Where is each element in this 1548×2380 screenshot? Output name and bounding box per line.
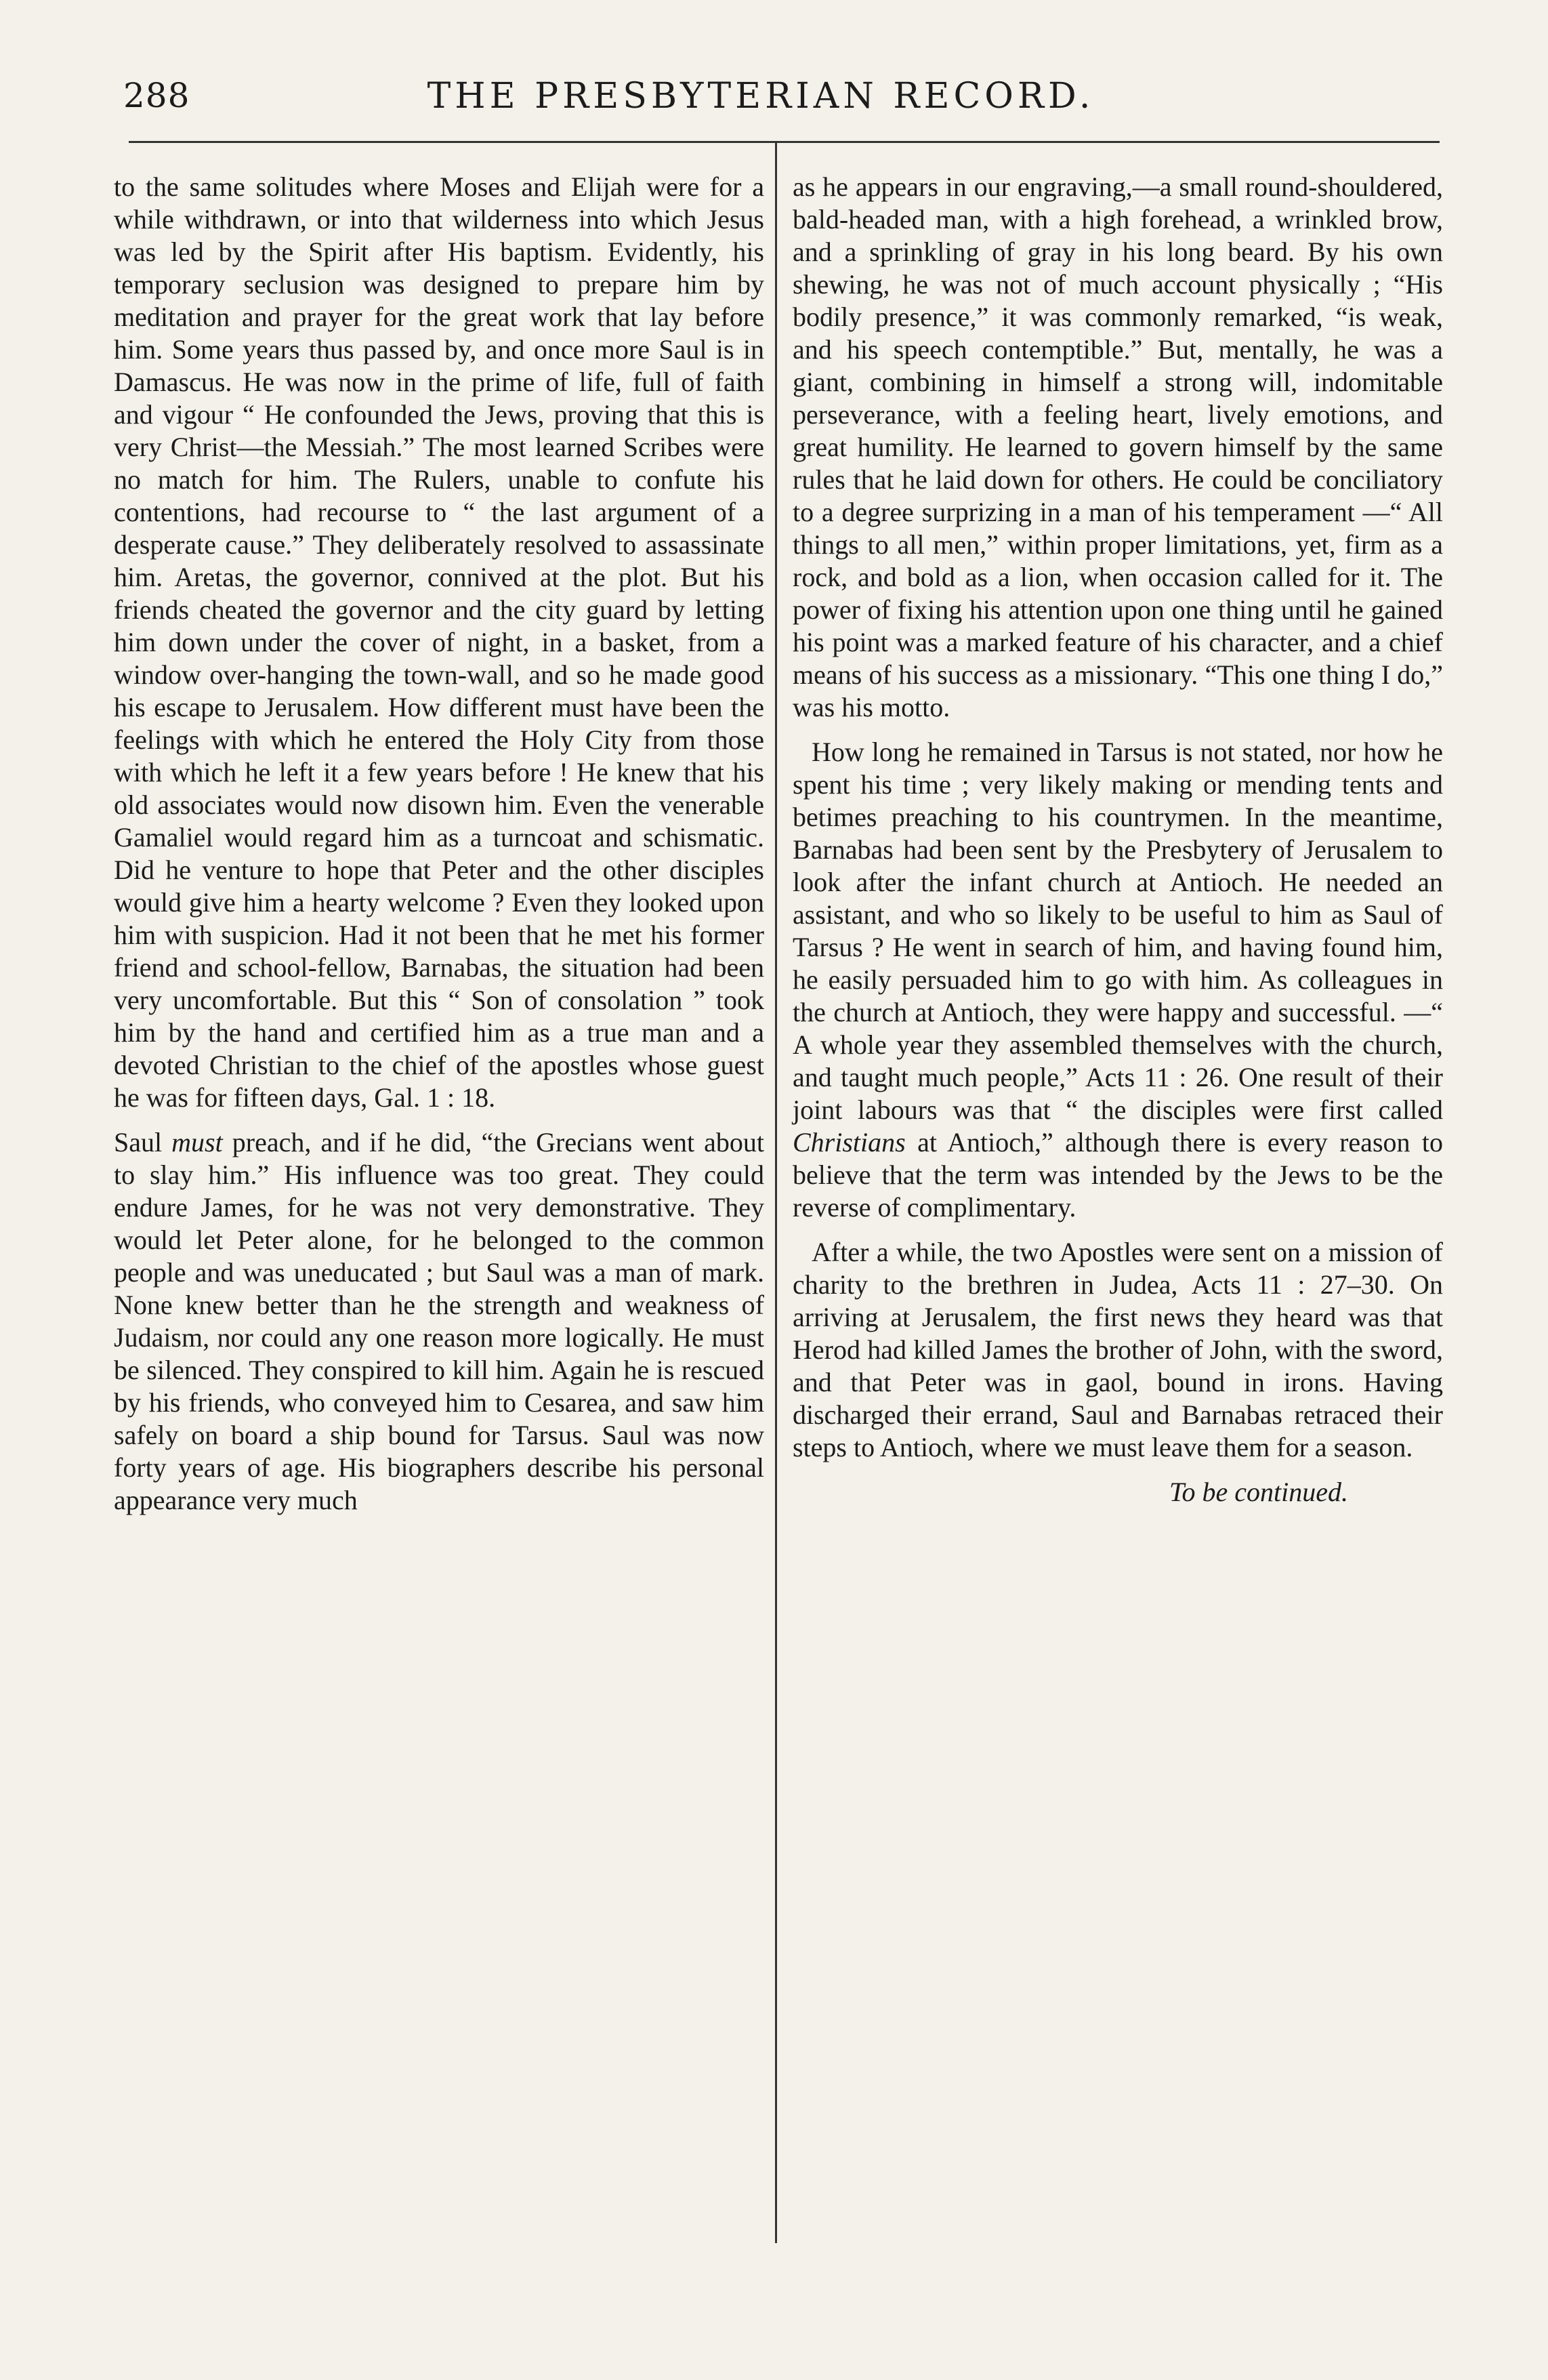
- left-paragraph-2: [114, 1126, 764, 1517]
- journal-title: THE PRESBYTERIAN RECORD.: [427, 76, 1095, 117]
- text-run: preach, and if he did, “the Grecians went about to slay him.” His influence was too great. They could endure James, for he was not very demonstrative. They would let Peter alone, for he belonged to the common people and was uneducated ; but Saul was a man of mark. None knew better than he the strength and weakness of Judaism, nor could any one reason more logically. He must be silenced. They conspired to kill him. Again he is rescued by his friends, who conveyed him to Cesarea, and saw him safely on board a ship bound for Tarsus. Saul was now forty years of age. His biographers describe his personal appearance very much: [114, 1127, 764, 1515]
- right-paragraph-1: as he appears in our engraving,—a small round-shouldered, bald-headed man, with a high forehead, a wrinkled brow, and a sprinkling of gray in his long beard. By his own shewing, he was not of much account physically ; “His bodily presence,” it was commonly remarked, “is weak, and his speech contemptible.” But, mentally, he was a giant, combining in himself a strong will, indomitable perseverance, with a feeling heart, lively emotions, and great humility. He learned to govern himself by the same rules that he laid down for others. He could be conciliatory to a degree surprizing in a man of his temperament —“ All things to all men,” within proper limitations, yet, firm as a rock, and bold as a lion, when occasion called for it. The power of fixing his attention upon one thing until he gained his point was a marked feature of his character, and a chief means of his success as a missionary. “This one thing I do,” was his motto.: [793, 171, 1443, 722]
- page-header: [80, 76, 1442, 130]
- right-column: [793, 171, 1443, 1521]
- text-run: Saul: [114, 1127, 172, 1157]
- emphasis-christians: Christians: [793, 1127, 906, 1157]
- text-run: at Antioch,” although there is every reason to believe that the term was intended by the Jews to be the reverse of complimentary.: [793, 1127, 1443, 1223]
- column-divider: [775, 142, 777, 2243]
- to-be-continued: To be continued.: [1169, 1477, 1348, 1507]
- text-run: How long he remained in Tarsus is not stated, nor how he spent his time ; very likely making or mending tents and betimes preaching to his countrymen. In the meantime, Barnabas had been sent by the Presbytery of Jerusalem to look after the infant church at Antioch. He needed an assistant, and who so likely to be useful to him as Saul of Tarsus ? He went in search of him, and having found him, he easily persuaded him to go with him. As colleagues in the church at Antioch, they were happy and successful. —“ A whole year they assembled themselves with the church, and taught much people,” Acts 11 : 26. One result of their joint labours was that “ the disciples were first called: [793, 737, 1443, 1125]
- left-paragraph-1: to the same solitudes where Moses and Elijah were for a while withdrawn, or into that wilderness into which Jesus was led by the Spirit after His baptism. Evidently, his temporary seclusion was designed to prepare him by meditation and prayer for the great work that lay before him. Some years thus passed by, and once more Saul is in Damascus. He was now in the prime of life, full of faith and vigour “ He confounded the Jews, proving that this is very Christ—the Messiah.” The most learned Scribes were no match for him. The Rulers, unable to confute his contentions, had recourse to “ the last argument of a desperate cause.” They deliberately resolved to assassinate him. Aretas, the governor, connived at the plot. But his friends cheated the governor and the city guard by letting him down under the cover of night, in a basket, from a window over-hanging the town-wall, and so he made good his escape to Jerusalem. How different must have been the feelings with which he entered the Holy City from those with which he left it a few years before ! He knew that his old associates would now disown him. Even the venerable Gamaliel would regard him as a turncoat and schismatic. Did he venture to hope that Peter and the other disciples would give him a hearty welcome ? Even they looked upon him with suspicion. Had it not been that he met his former friend and school-fellow, Barnabas, the situation had been very uncomfortable. But this “ Son of consolation ” took him by the hand and certified him as a true man and a devoted Christian to the chief of the apostles whose guest he was for fifteen days, Gal. 1 : 18.: [114, 171, 764, 1113]
- right-paragraph-2: [793, 736, 1443, 1224]
- header-rule: [129, 141, 1440, 143]
- emphasis-must: must: [171, 1127, 223, 1157]
- left-column: [114, 171, 764, 1529]
- right-paragraph-3: After a while, the two Apostles were sent on a mission of charity to the brethren in Judea, Acts 11 : 27–30. On arriving at Jerusalem, the first news they heard was that Herod had killed James the brother of John, with the sword, and that Peter was in gaol, bound in irons. Having discharged their errand, Saul and Barnabas retraced their steps to Antioch, where we must leave them for a season.: [793, 1237, 1443, 1462]
- page-number: 288: [123, 76, 190, 115]
